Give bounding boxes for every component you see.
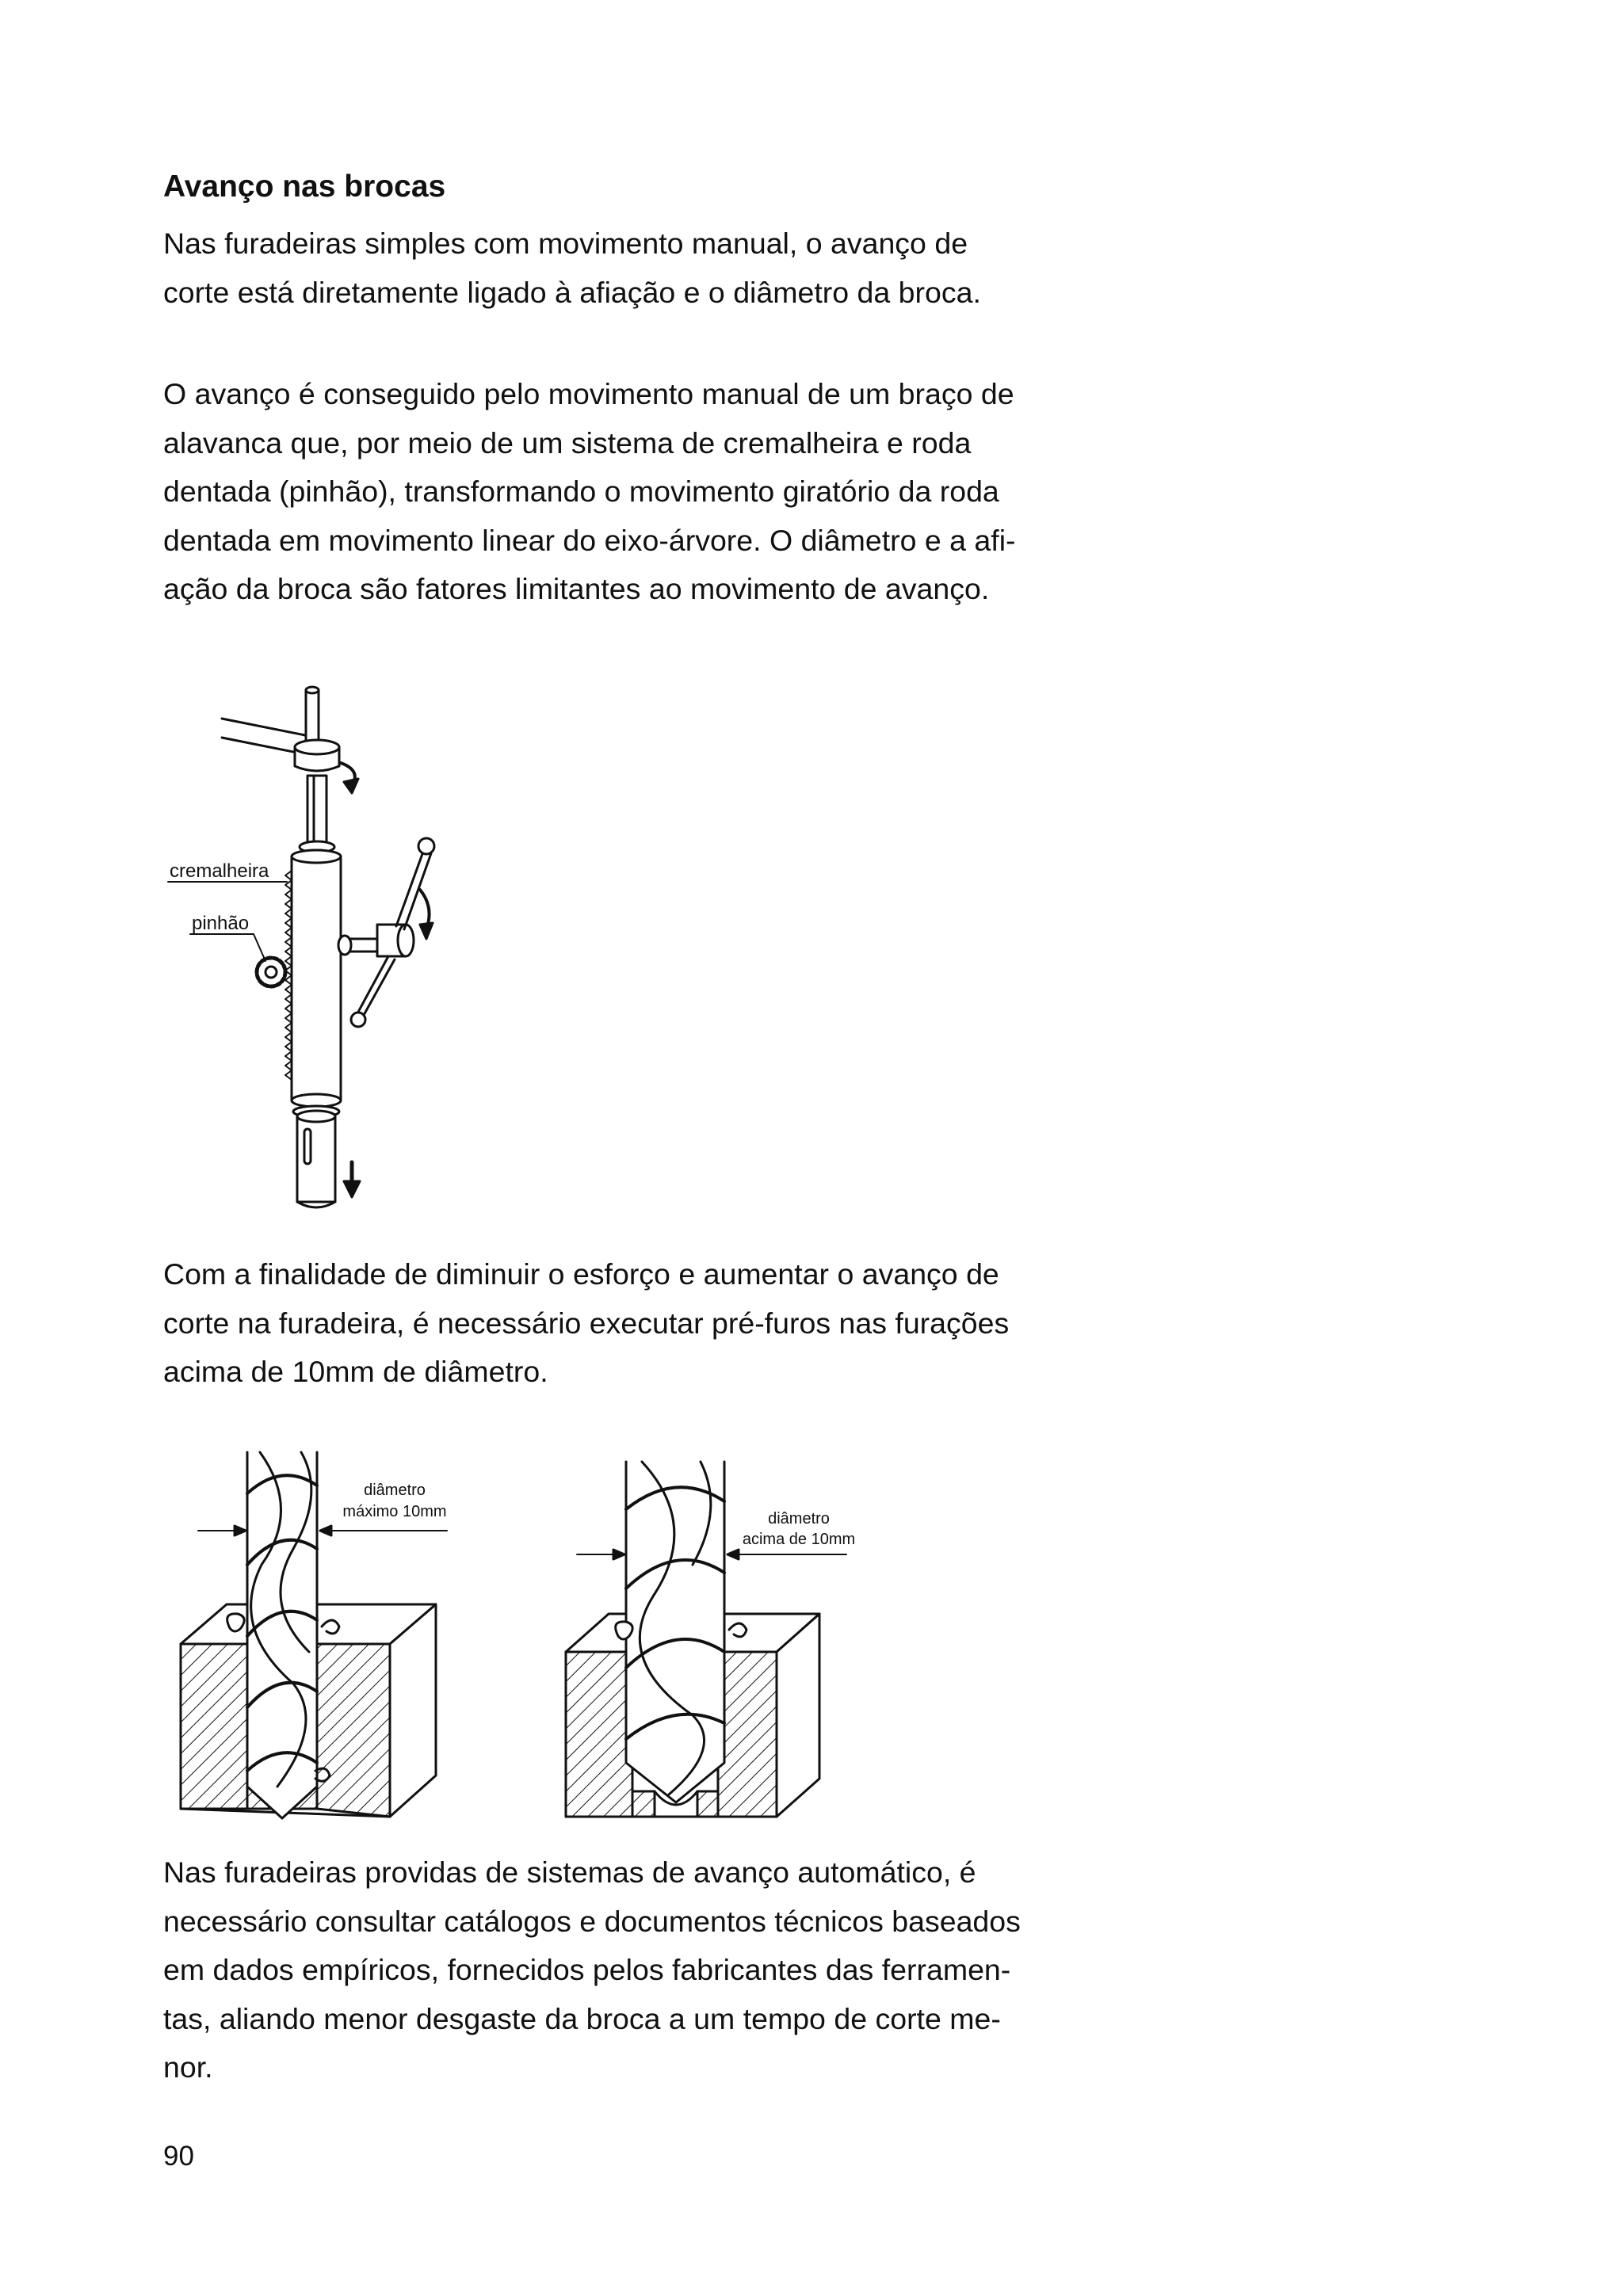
text-line: corte está diretamente ligado à afiação e o diâmetro da broca.	[163, 275, 981, 309]
text-line: tas, aliando menor desgaste da broca a um tempo de corte me-	[163, 2001, 1001, 2035]
text-line: alavanca que, por meio de um sistema de cremalheira e roda	[163, 425, 972, 460]
text-line: nor.	[163, 2050, 213, 2084]
rack-pinion-figure	[158, 677, 491, 1200]
large-drill-label-2: acima de 10mm	[742, 1531, 856, 1548]
text-line: dentada em movimento linear do eixo-árvore. O diâmetro e a afi-	[163, 523, 1016, 557]
small-drill-illustration	[181, 1452, 447, 1818]
text-line: Nas furadeiras providas de sistemas de avanço automático, é	[163, 1855, 976, 1889]
paragraph-manual-feed	[163, 219, 1075, 317]
page-number: 90	[163, 2141, 194, 2172]
drilling-comparison-figure	[174, 1446, 872, 1826]
paragraph-rack-pinion	[163, 370, 1075, 614]
chip-curl	[227, 1614, 245, 1631]
text-line: acima de 10mm de diâmetro.	[163, 1355, 548, 1389]
pinion-gear	[257, 958, 285, 986]
large-drill-illustration	[566, 1462, 855, 1817]
pinion-label: pinhão	[192, 913, 250, 934]
text-line: em dados empíricos, fornecidos pelos fabricantes das ferramen-	[163, 1953, 1011, 1987]
text-line: dentada (pinhão), transformando o movimento giratório da roda	[163, 475, 999, 509]
text-line: Nas furadeiras simples com movimento manual, o avanço de	[163, 227, 968, 260]
rack-label: cremalheira	[170, 860, 269, 882]
quill-body	[292, 856, 341, 1100]
text-line: ação da broca são fatores limitantes ao movimento de avanço.	[163, 572, 990, 606]
large-drill-label-1: diâmetro	[768, 1510, 830, 1527]
lever-arm-lower	[357, 956, 388, 1015]
text-line: O avanço é conseguido pelo movimento manual de um braço de	[163, 377, 1014, 410]
text-line: Com a finalidade de diminuir o esforço e aumentar o avanço de	[163, 1257, 999, 1291]
paragraph-pre-drilling	[163, 1250, 1075, 1397]
text-line: necessário consultar catálogos e documentos técnicos baseados	[163, 1904, 1021, 1938]
text-line: corte na furadeira, é necessário executar pré-furos nas furações	[163, 1306, 1010, 1340]
small-drill-label-2: máximo 10mm	[342, 1503, 447, 1520]
lever-knob-upper	[418, 838, 434, 854]
section-heading: Avanço nas brocas	[163, 170, 446, 204]
spindle-lower	[297, 1115, 335, 1202]
paragraph-automatic-feed	[163, 1848, 1075, 2092]
lever-knob-lower	[351, 1013, 365, 1027]
small-drill-label-1: diâmetro	[364, 1482, 426, 1499]
